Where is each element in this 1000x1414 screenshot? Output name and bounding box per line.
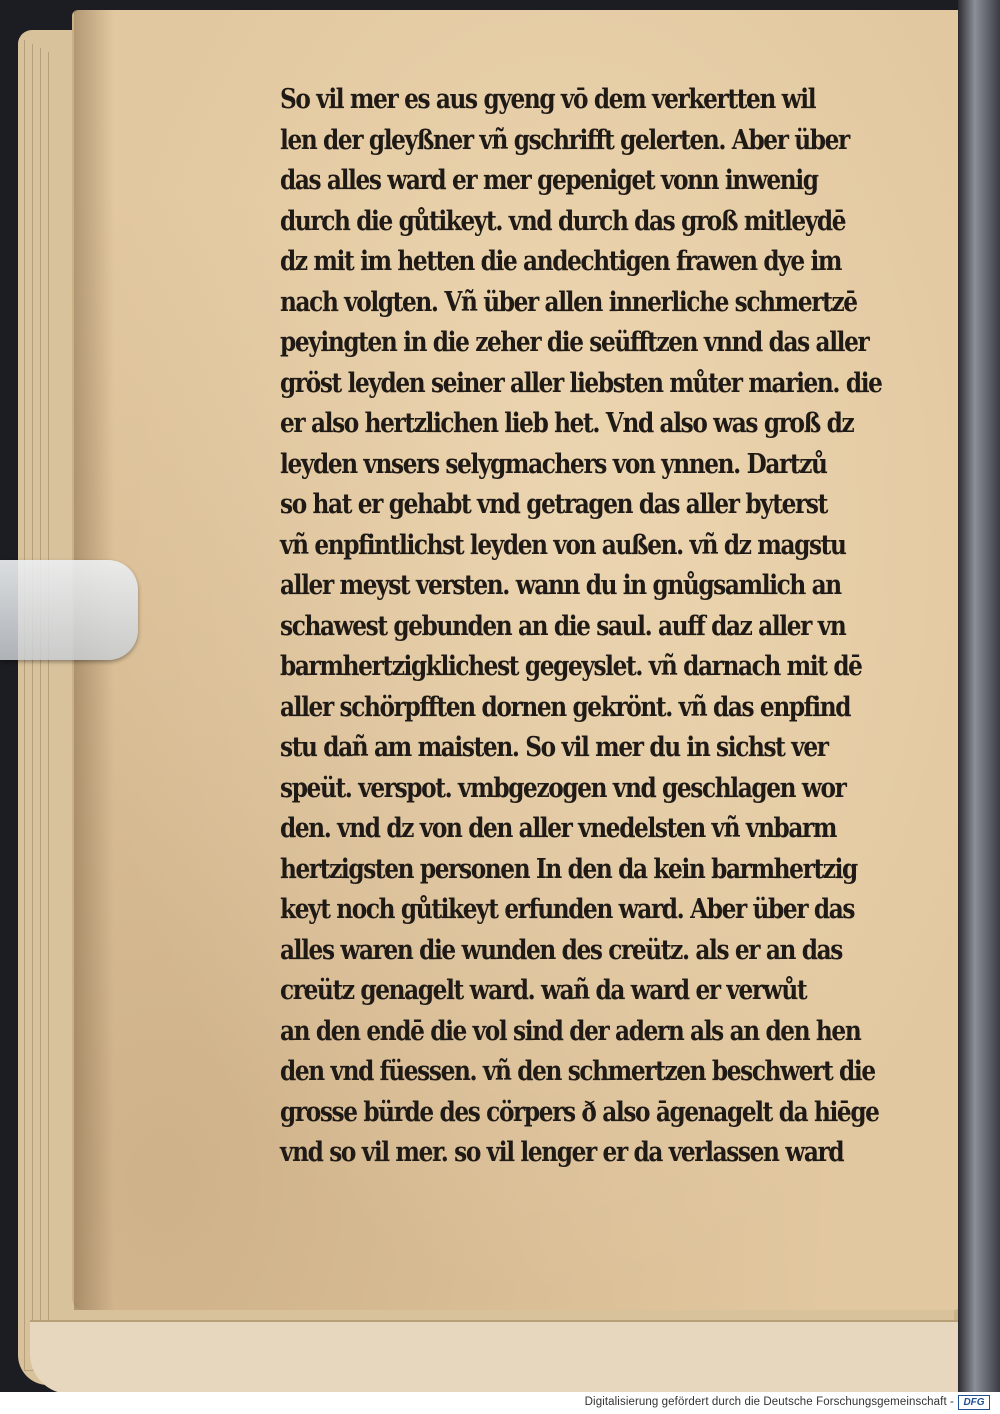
text-line: barmhertzigklichest gegeyslet. vñ darnach mit dē (280, 651, 862, 682)
text-line: schawest gebunden an die saul. auff daz aller vn (280, 610, 846, 642)
text-line: er also hertzlichen lieb het. Vnd also was groß dz (280, 408, 854, 439)
text-line: aller schörpfften dornen gekrönt. vñ das enpfind (280, 691, 851, 723)
dfg-logo: DFG (958, 1395, 990, 1410)
text-line: alles waren die wunden des creütz. als er an das (280, 934, 842, 966)
text-line: aller meyst versten. wann du in gnůgsamlich an (280, 570, 841, 601)
text-line: stu dañ am maisten. So vil mer du in sichst ver (280, 732, 828, 763)
text-line: so hat er gehabt vnd getragen das aller byterst (280, 489, 827, 520)
text-line: peyingten in die zeher die seüfftzen vnnd das aller (280, 327, 869, 358)
text-line: nach volgten. Vñ über allen innerliche schmertzē (280, 286, 857, 318)
text-line: speüt. verspot. vmbgezogen vnd geschlagen wor (280, 772, 846, 804)
text-line: So vil mer es aus gyeng vō dem verkertten wil (280, 84, 816, 115)
text-line: grosse bürde des cörpers ð also āgenagelt da hiēge (280, 1096, 879, 1128)
text-line: hertzigsten personen In den da kein barmhertzig (280, 853, 857, 885)
text-line: vnd so vil mer. so vil lenger er da verlassen ward (280, 1137, 844, 1168)
gutter-shadow (74, 10, 114, 1310)
text-line: den. vnd dz von den aller vnedelsten vñ vnbarm (280, 813, 837, 844)
text-line: an den endē die vol sind der adern als an den hen (280, 1015, 861, 1047)
book-bottom-edge (30, 1320, 960, 1392)
text-line: keyt noch gůtikeyt erfunden ward. Aber über das (280, 894, 855, 925)
printed-text-block (280, 80, 940, 1174)
text-line: vñ enpfintlichst leyden von außen. vñ dz magstu (280, 529, 846, 561)
text-line: leyden vnsers selygmachers von ynnen. Dartzů (280, 448, 827, 480)
text-line: dz mit im hetten die andechtigen frawen dye im (280, 246, 842, 277)
text-line: len der gleyßner vñ gschrifft gelerten. Aber über (280, 124, 849, 156)
footer-credit: Digitalisierung gefördert durch die Deutsche Forschungsgemeinschaft - (584, 1396, 954, 1408)
footer-bar (0, 1392, 1000, 1414)
text-line: durch die gůtikeyt. vnd durch das groß mitleydē (280, 205, 846, 237)
page-holder-strip (0, 560, 138, 660)
text-line: den vnd füessen. vñ den schmertzen beschwert die (280, 1056, 875, 1087)
text-line: gröst leyden seiner aller liebsten můter marien. die (280, 367, 882, 399)
text-line: creütz genagelt ward. wañ da ward er verwůt (280, 975, 807, 1006)
book-cover-edge (958, 0, 1000, 1392)
text-line: das alles ward er mer gepeniget vonn inwenig (280, 165, 818, 196)
